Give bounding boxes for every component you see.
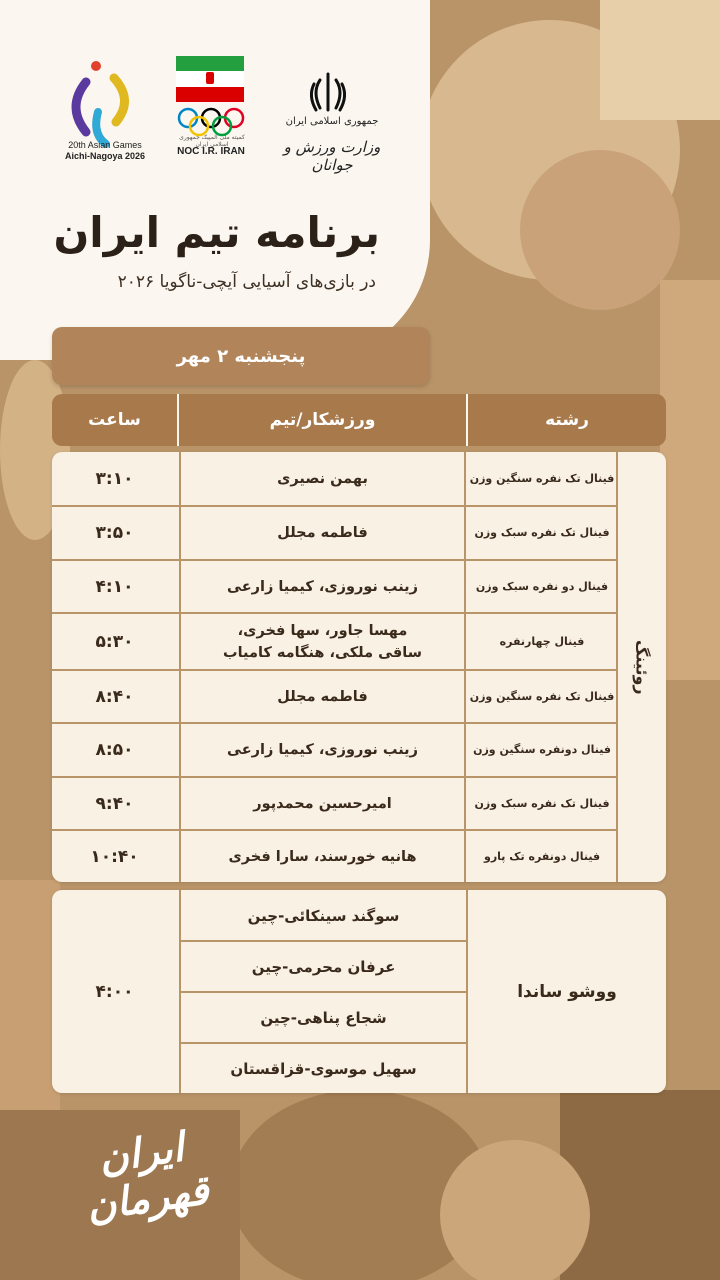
row-event: فینال تک نفره سبک وزن [474,796,610,810]
wushu-athlete: سوگند سینکائی-چین [179,890,466,942]
header-event: رشته [466,394,666,446]
decor-shape [0,880,60,1120]
table-row [52,452,616,505]
brand-logo: ایران قهرمان [83,1123,212,1231]
table-row [52,669,616,722]
row-athlete: بهمن نصیری [179,452,466,505]
row-time: ۳:۱۰ [95,468,134,489]
row-time: ۸:۴۰ [95,686,134,707]
rowing-block [52,452,666,882]
asian-games-caption-line1: 20th Asian Games [68,140,142,150]
table-header [52,394,666,446]
row-event: فینال تک نفره سنگین وزن [469,471,615,485]
row-athlete: امیرحسین محمدپور [179,778,466,829]
table-row [52,559,616,612]
page-title: برنامه تیم ایران [53,208,380,257]
decor-shape [660,280,720,680]
iran-flag-icon [176,56,244,102]
wushu-block [52,890,666,1093]
row-event: فینال دو نفره سبک وزن [475,579,609,593]
row-event: فینال تک نفره سنگین وزن [469,689,615,703]
row-event: فینال دونفره سنگین وزن [473,743,611,756]
date-label: پنجشنبه ۲ مهر [52,327,430,385]
decor-circle [520,150,680,310]
wushu-athlete: سهیل موسوی-قزاقستان [179,1042,466,1093]
ministry-line1: جمهوری اسلامی ایران [285,116,379,127]
row-athlete: فاطمه مجلل [179,671,466,722]
wushu-athlete: عرفان محرمی-چین [179,940,466,992]
row-time: ۵:۳۰ [95,631,134,652]
row-time: ۸:۵۰ [95,740,134,760]
table-row [52,722,616,776]
row-athlete: زینب نوروزی، کیمیا زارعی [179,561,466,612]
table-row [52,612,616,669]
table-row [52,829,616,882]
sport-rowing-label: روئینگ [632,639,652,695]
iran-emblem-icon [306,70,350,114]
row-athlete: فاطمه مجلل [179,507,466,559]
row-time: ۹:۴۰ [95,793,134,814]
noc-subtitle: کمیته ملی المپیک جمهوری اسلامی ایران [179,134,245,148]
page-subtitle: در بازی‌های آسیایی آیچی-ناگویا ۲۰۲۶ [117,272,376,292]
header-athlete: ورزشکار/تیم [177,394,466,446]
row-event: فینال تک نفره سبک وزن [474,526,610,539]
table-row [52,776,616,829]
row-athlete: مهسا جاور، سها فخری، ساقی ملکی، هنگامه کامیاب [179,614,466,669]
row-time: ۴:۱۰ [95,576,134,597]
table-row [52,505,616,559]
row-athlete: هانیه خورسند، سارا فخری [179,831,466,882]
row-event: فینال دونفره تک پارو [483,849,601,863]
asian-games-caption-line2: Aichi-Nagoya 2026 [64,151,146,161]
row-event: فینال چهارنفره [499,634,585,648]
noc-caption: NOC I.R. IRAN [177,146,245,157]
sport-wushu: ووشو ساندا [466,890,666,1093]
header-time: ساعت [88,410,141,430]
ministry-line2: وزارت ورزش و جوانان [283,138,381,174]
decor-circle [440,1140,590,1280]
wushu-athlete: شجاع پناهی-چین [179,991,466,1043]
row-time: ۳:۵۰ [95,523,134,543]
decor-shape [600,0,720,120]
row-athlete: زینب نوروزی، کیمیا زارعی [179,724,466,776]
wushu-time: ۴:۰۰ [95,981,134,1002]
row-time: ۱۰:۴۰ [90,846,139,867]
sport-rowing [616,452,666,882]
asian-games-caption [40,140,170,162]
